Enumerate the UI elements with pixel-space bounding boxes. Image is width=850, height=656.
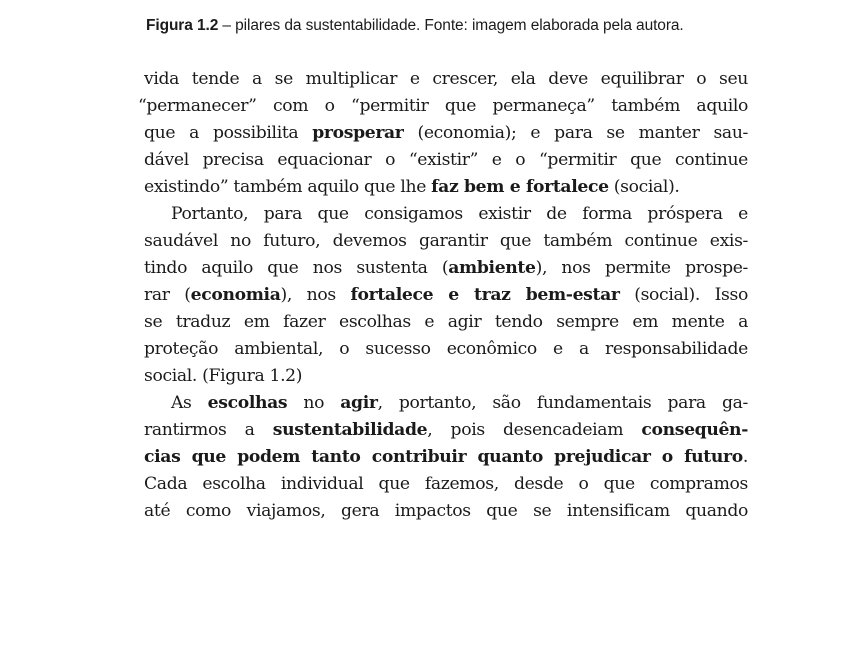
text-line [138, 282, 748, 309]
text-run: (social). [608, 177, 680, 197]
bold-text-run: sustentabilidade [272, 420, 428, 440]
text-line [138, 336, 748, 363]
text-run: no [287, 393, 341, 413]
text-line [138, 498, 748, 525]
text-run: rantirmos a [144, 420, 273, 440]
bold-text-run: cias que podem tanto contribuir quanto prejudicar o futuro [144, 447, 743, 467]
bold-text-run: agir [340, 393, 378, 413]
bold-text-run: consequên- [641, 420, 748, 440]
figure-caption-text: – pilares da sustentabilidade. Fonte: imagem elaborada pela autora. [218, 17, 684, 34]
text-run: (social). Isso [619, 285, 748, 305]
text-run: , pois desencadeiam [427, 420, 642, 440]
text-line [138, 174, 748, 201]
text-run: Portanto, para que consigamos existir de forma próspera e [171, 204, 748, 224]
text-run: vida tende a se multiplicar e crescer, ela deve equilibrar o seu [144, 69, 748, 89]
text-line [138, 444, 748, 471]
text-line [138, 201, 748, 228]
text-line [138, 93, 748, 120]
document-body [138, 66, 748, 525]
text-run: (economia); e para se manter sau- [403, 123, 748, 143]
text-run: dável precisa equacionar o “existir” e o “permitir que continue [144, 150, 748, 170]
text-line [138, 390, 748, 417]
bold-text-run: ambiente [448, 258, 536, 278]
text-run: ), nos [280, 285, 351, 305]
text-run: ), nos permite prospe- [535, 258, 748, 278]
bold-text-run: escolhas [207, 393, 288, 413]
text-line [138, 471, 748, 498]
text-run: saudável no futuro, devemos garantir que também continue exis- [144, 231, 748, 251]
text-run: que a possibilita [144, 123, 313, 143]
text-line [138, 120, 748, 147]
text-run: até como viajamos, gera impactos que se intensificam quando [144, 501, 748, 521]
text-line [138, 147, 748, 174]
text-line [138, 228, 748, 255]
figure-caption-label: Figura 1.2 [146, 17, 219, 34]
text-run: , portanto, são fundamentais para ga- [377, 393, 748, 413]
text-run: proteção ambiental, o sucesso econômico e a responsabilidade [144, 339, 748, 359]
text-line [138, 363, 748, 390]
text-line [138, 417, 748, 444]
text-run: . [742, 447, 748, 467]
text-run: rar ( [144, 285, 191, 305]
bold-text-run: fortalece e traz bem-estar [350, 285, 620, 305]
bold-text-run: economia [190, 285, 281, 305]
text-line [138, 309, 748, 336]
text-run: existindo” também aquilo que lhe [144, 177, 432, 197]
text-run: social. (Figura 1.2) [144, 366, 303, 386]
text-line [138, 255, 748, 282]
text-run: “permanecer” com o “permitir que permaneça” também aquilo [138, 96, 748, 116]
text-run: As [171, 393, 208, 413]
text-run: se traduz em fazer escolhas e agir tendo sempre em mente a [144, 312, 748, 332]
text-line [138, 66, 748, 93]
text-run: tindo aquilo que nos sustenta ( [144, 258, 449, 278]
bold-text-run: prosperar [312, 123, 404, 143]
bold-text-run: faz bem e fortalece [431, 177, 609, 197]
figure-caption [146, 15, 826, 37]
text-run: Cada escolha individual que fazemos, desde o que compramos [144, 474, 748, 494]
